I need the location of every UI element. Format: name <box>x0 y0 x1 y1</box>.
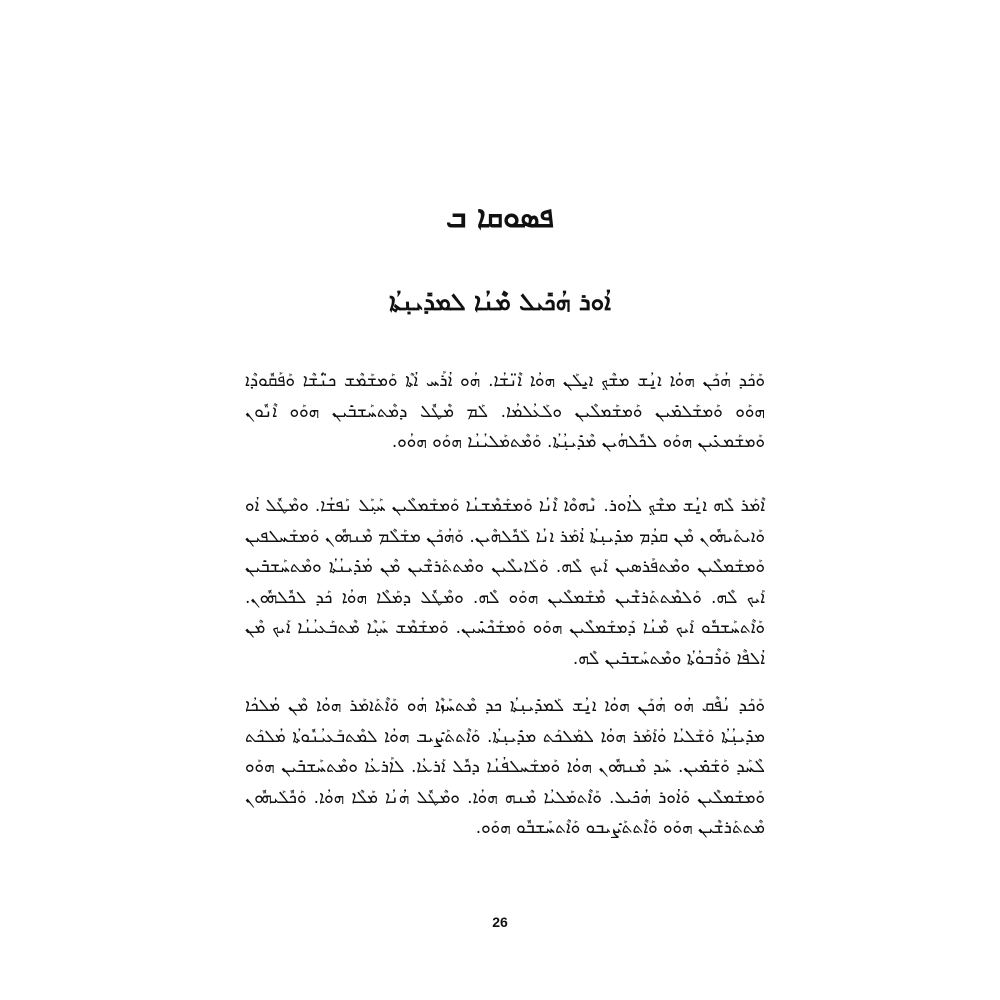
chapter-heading: ܦܣܘܩܐ ܒ <box>446 200 554 235</box>
paragraph-1: ܘܰܟܰܕ ܗܳܟܰܢ ܗܘܳܐ ܐ̱ܢܳܫ ܡܫܶܟ݂ ܐ̱ܝܠܰܢ ܗܘܳܐ ܐܶܢ̈ܫܳܐ. ܗܳܘ ܐܳܪܰܚ ܐܳܬܶܐ ܘܰܡܫܰܡܶܫ ܟܢ̈ܳܫܶܐ ܘܰܦܰܩܽܘܕܶܐ ܗܘܰܘ ܘܰܡܫܰܠܡܺܝܢ ܘܰܡܫܰܡܠܶܝܢ ܘܠܰܥܳܠܡܳܐ. ܠܰܡ ܡܶܛܽܠ ܕܡܶܬܚܰܫܒܺܝܢ ܗܘܰܘ ܐܶܢܽܘܢ ܘܰܡܫܰܡܥܺܝܢ ܗܘܰܘ ܠܟܽܠܗܳܝܢ ܡܶܕܺܝܢ݂ܳܬܳܐ. ܘܰܡܶܬܡܰܠܝܳܢܳܐ ܗܘܰܘ ܗܘܳܘ. <box>245 371 765 452</box>
section-title: ܐܳܘܪ ܗܳܟܺܝܠ ܡܶܢܳܐ ܠܡܕܺܝܢ݂ܬܳܐ <box>389 288 611 316</box>
page-number: 26 <box>492 914 508 930</box>
paragraph-2: ܐܶܡܰܪ ܠܶܗ ܐ̱ܢܳܫ ܡܫܶܟ݂ ܠܐܳܘܪ. ܢܶܗܘܶܐ ܐܶܢܳܐ ܘܰܡܫܰܡܶܫܢܳܐ ܘܰܡܫܰܡܠܶܝܢ ܚܰܝ݂ܰܠ ܢܰܦܫܳܐ. ܘܡܶܛܽܠ ܐܳܘ ܘܰܐܝܬܰܝܗܽܘܢ ܡܶܢ ܩܕܳܡ ܡܕܺܝܢ݂ܬܳܐ ܐܳܡܰܪ ܐܢܳܐ ܠܰܟܽܠܗܶܝܢ. ܘܰܗܳܟܰܢ ܡܫܰܠܶܡ ܡܶܢܗܽܘܢ ܘܰܡܫܰܚܠܦܝܢ ܘܰܡܫܰܡܠܶܝܢ ܘܡܶܬܦܰܪܣܝܢ ܐܰܝܟ ܠܶܗ. ܘܰܠܰܐܝܠܶܝܢ ܘܡܶܬܬܰܪܫܶܝܢ ܡܶܢ ܡܳܕܺܝܢܳܬܳܐ ܘܡܶܬܚܰܫܒܺܝܢ ܐܰܝܟ ܠܶܗ. ܘܰܠܡܶܬܬܰܪܫܶܝܢ ܡܶܫܰܡܠܶܝܢ ܗܘܰܘ ܠܶܗ. ܘܡܶܛܽܠ ܕܡܰܠܶܐ ܗܘܳܐ ܟܰܕ ܠܟܽܠܗܽܘܢ. ܘܰܐܶܬܚܰܫܒܽܘ ܐܰܝܟ ܡܶܢܳܐ ܕܰܡܫܰܡܠܶܝܢ ܗܘܰܘ ܘܰܡܫܰܟܶܚܺܝܢ. ܘܰܡܫܰܡܶܫ ܚܰܝ݂ܶܐ ܡܶܬܒܰܥܝܳܢܳܐ ܐܰܝܟ ܡܶܢ ܐܳܠܦܶܐ ܘܰܪܶܒܘܳܬܳܐ ܘܡܶܬܚܰܫܒܺܝܢ ܠܶܗ. <box>245 496 765 669</box>
paragraph-3: ܘܰܟܰܕ ܢܳܦܶܩ ܗܳܘ ܗܳܟܰܢ ܗܘܳܐ ܐ̱ܢܳܫ ܠܰܡܕܺܝܢ݂ܬܳܐ ܟܕ ܡܶܬܚܰܙܶܐ ܗܳܘ ܘܰܐܶܬܰܐܡܰܪ ܗܘܳܐ ܡܶܢ ܡܳܠܟܳܐ ܡܕܺܝܢ݂ܳܬܳܐ ܘܰܫܰܠܝܳܐ ܘܳܐܰܡܰܪ ܗܘܳܐ ܠܡܰܠܟܰܬ ܡܕܺܝܢ݂ܬܳܐ. ܘܰܐܶܬܬܰܨܺܝܒ ܗܘܳܐ ܠܡܶܬܒܰܥܝܳܢܽܘܬܳܐ ܡܳܠܟܰܬ ܠܶܚܰܕ ܘܰܫܰܡܺܝܢ. ܚܰܕ ܡܶܢܗܽܘܢ ܗܘܳܐ ܘܰܡܫܰܚܠܦܳܢܳܐ ܕܟܽܠ ܐܰܪܥܳܐ. ܠܐܰܪܥܳܐ ܘܡܶܬܚܰܫܒܺܝܢ ܗܘܰܘ ܘܰܡܫܰܡܠܶܝܢ ܘܰܐܳܘܪ ܗܳܟܺܝܠ. ܘܰܐܶܬܡܰܠܝܳܐ ܡܶܢܗ ܗܘܳܐ. ܘܡܶܛܽܠ ܗܳܢܳܐ ܡܰܠܶܐ ܗܘܳܐ. ܘܰܟܽܠܰܝܗܽܘܢ ܡܶܬܬܰܪܫܶܝܢ ܗܘܰܘ ܘܰܐܶܬܬܰܨܺܝܒܘ ܘܰܐܶܬܚܰܫܒܽܘ ܗܘܰܘ. <box>245 696 765 838</box>
